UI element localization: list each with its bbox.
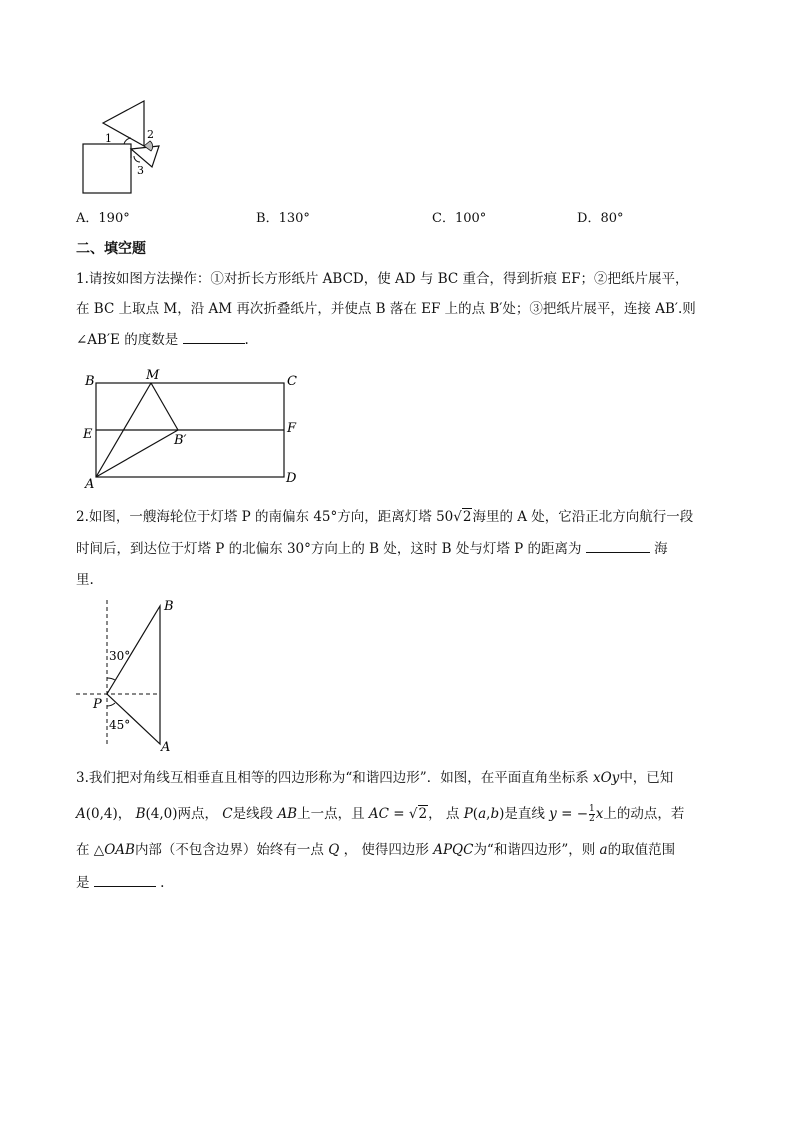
q3-line1: 3.我们把对角线互相垂直且相等的四边形称为“和谐四边形”．如图，在平面直角坐标系 xOy中，已知 [76, 770, 674, 786]
angle-mark-3 [134, 156, 140, 162]
answer-blank[interactable] [586, 538, 650, 553]
triangle-bottom [131, 146, 159, 167]
label-m: M [146, 368, 160, 383]
option-c: C．100° [432, 211, 487, 226]
q2-line3: 里. [76, 572, 94, 588]
q1-line2: 在 BC 上取点 M，沿 AM 再次折叠纸片，并使点 B 落在 EF 上的点 B′处；③把纸片展平，连接 AB′.则 [76, 301, 696, 317]
label-p: P [93, 697, 102, 712]
angle-mark-2 [144, 141, 153, 151]
answer-blank[interactable] [94, 872, 156, 887]
angle-label-30: 30° [109, 649, 131, 663]
answer-blank[interactable] [183, 329, 245, 344]
angle-label-45: 45° [109, 718, 131, 732]
angle-arc-30 [107, 678, 115, 680]
label-a: A [85, 477, 95, 492]
label-c: C [287, 374, 297, 389]
q2-line2: 时间后，到达位于灯塔 P 的北偏东 30°方向上的 B 处，这时 B 处与灯塔 P 的距离为 海 [76, 538, 668, 560]
label-b: B [85, 374, 95, 389]
label-f: F [287, 421, 297, 436]
fraction-half: $\frac{1}{2}$ [589, 804, 595, 824]
angle-label-2: 2 [147, 128, 154, 141]
q1-rectangle-figure [78, 366, 308, 492]
q3-line4: 是 . [76, 872, 164, 894]
q1-line3: ∠AB′E 的度数是 . [76, 329, 249, 351]
label-b: B [164, 599, 174, 614]
option-d: D．80° [577, 211, 624, 226]
q1-line1: 1.请按如图方法操作：①对折长方形纸片 ABCD，使 AD 与 BC 重合，得到折痕 EF；②把纸片展平， [76, 271, 689, 287]
label-b-prime: B′ [174, 433, 187, 448]
q2-lighthouse-figure [74, 598, 194, 754]
q3-line2: A(0,4)， B(4,0)两点， C是线段 AB上一点，且 AC = √2， 点 P(a,b)是直线 y = − $\frac{1}{2}$ x上的动点，若 [76, 804, 685, 824]
angle-mark-1 [124, 138, 131, 144]
label-a: A [161, 740, 171, 754]
angle-label-1: 1 [105, 132, 112, 145]
angle-label-3: 3 [137, 164, 144, 177]
label-e: E [83, 427, 93, 442]
option-a: A．190° [76, 211, 130, 226]
section-title: 二、填空题 [76, 241, 146, 257]
fold-angle-figure [74, 96, 174, 198]
line-ab-prime [96, 430, 178, 477]
label-d: D [286, 471, 297, 486]
angle-arc-45 [107, 703, 115, 706]
q3-line3: 在 △OAB内部（不包含边界）始终有一点 Q ， 使得四边形 APQC为“和谐四边形”，则 a的取值范围 [76, 842, 676, 858]
square-shape [83, 144, 131, 193]
line-mb-prime [151, 383, 178, 430]
option-b: B．130° [256, 211, 310, 226]
q2-line1: 2.如图，一艘海轮位于灯塔 P 的南偏东 45°方向，距离灯塔 50√2海里的 A 处，它沿正北方向航行一段 [76, 509, 694, 525]
